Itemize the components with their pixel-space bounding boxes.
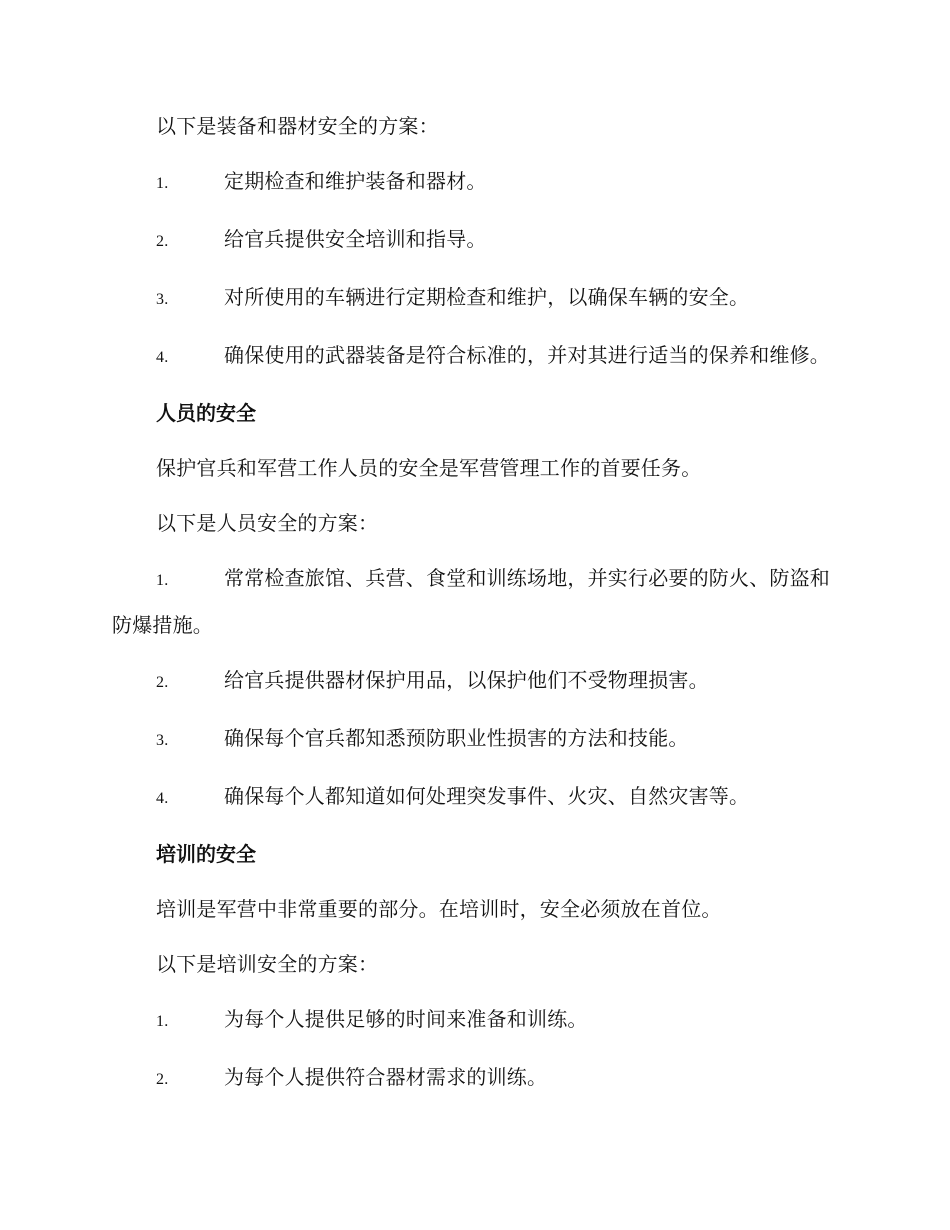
list-number: 3. <box>156 291 169 308</box>
list-item <box>112 159 834 206</box>
list-text: 为每个人提供足够的时间来准备和训练。 <box>224 1007 588 1031</box>
list-number: 1. <box>156 572 169 589</box>
list-text: 确保每个人都知道如何处理突发事件、火灾、自然灾害等。 <box>224 784 750 808</box>
list-text: 常常检查旅馆、兵营、食堂和训练场地，并实行必要的防火、防盗和防爆措施。 <box>112 566 830 637</box>
list-number: 2. <box>156 233 169 250</box>
list-text: 对所使用的车辆进行定期检查和维护，以确保车辆的安全。 <box>224 285 750 309</box>
section-heading-training: 培训的安全 <box>156 842 256 866</box>
list-text: 为每个人提供符合器材需求的训练。 <box>224 1065 548 1089</box>
list-number: 4. <box>156 790 169 807</box>
list-text: 给官兵提供安全培训和指导。 <box>224 227 487 251</box>
list-number: 4. <box>156 349 169 366</box>
equipment-intro: 以下是装备和器材安全的方案： <box>156 114 439 138</box>
list-text: 确保使用的武器装备是符合标准的，并对其进行适当的保养和维修。 <box>224 343 830 367</box>
training-intro: 以下是培训安全的方案： <box>156 952 379 976</box>
list-item <box>112 556 834 647</box>
list-number: 2. <box>156 1071 169 1088</box>
document-page <box>112 104 834 1113</box>
list-item <box>112 275 834 322</box>
list-item <box>112 333 834 380</box>
list-item <box>112 1055 834 1102</box>
list-number: 1. <box>156 1013 169 1030</box>
section-heading-personnel: 人员的安全 <box>156 401 256 425</box>
list-text: 定期检查和维护装备和器材。 <box>224 169 487 193</box>
list-text: 确保每个官兵都知悉预防职业性损害的方法和技能。 <box>224 726 689 750</box>
list-item <box>112 658 834 705</box>
list-item <box>112 217 834 264</box>
personnel-intro: 以下是人员安全的方案： <box>156 511 379 535</box>
list-number: 3. <box>156 732 169 749</box>
personnel-description: 保护官兵和军营工作人员的安全是军营管理工作的首要任务。 <box>156 456 702 480</box>
list-item <box>112 716 834 763</box>
list-number: 1. <box>156 175 169 192</box>
list-text: 给官兵提供器材保护用品，以保护他们不受物理损害。 <box>224 668 709 692</box>
list-item <box>112 774 834 821</box>
list-item <box>112 997 834 1044</box>
list-number: 2. <box>156 674 169 691</box>
training-description: 培训是军营中非常重要的部分。在培训时，安全必须放在首位。 <box>156 897 722 921</box>
